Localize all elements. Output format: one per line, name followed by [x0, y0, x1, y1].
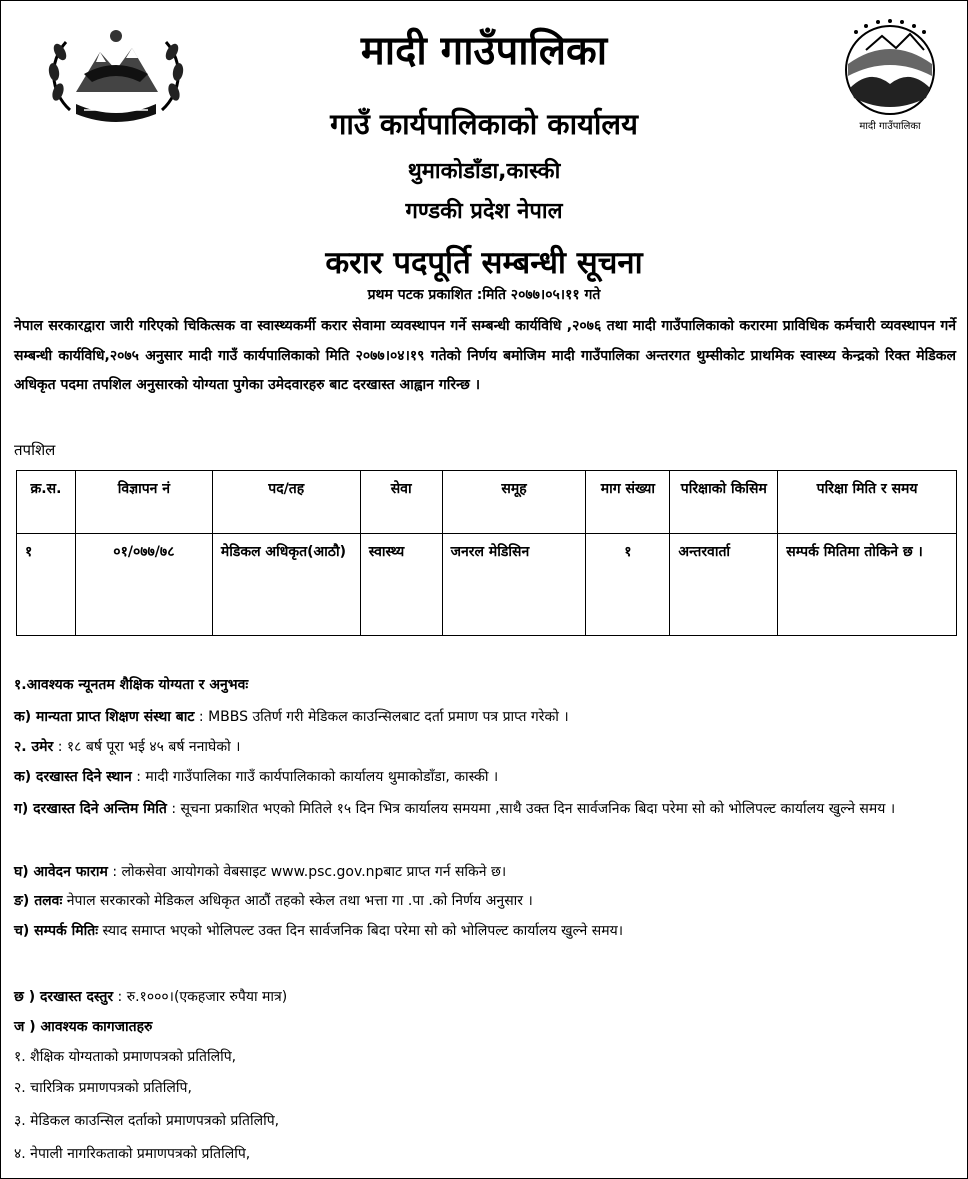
cell-demand: १ — [586, 534, 670, 636]
cell-serial: १ — [17, 534, 76, 636]
col-header-demand: माग संख्या — [586, 471, 670, 534]
municipality-title: मादी गाउँपालिका — [360, 28, 608, 74]
intro-paragraph: नेपाल सरकारद्वारा जारी गरिएको चिकित्सक वा स्वास्थ्यकर्मी करार सेवामा व्यवस्थापन गर्ने सम्बन्धी कार्यविधि ,२०७६ तथा मादी गाउँपालिकाको करारमा प्राविधिक कर्मचारी व्यवस्थापन गर्ने सम्बन्धी कार्यविधि,२०७५ अनुसार मादी गाउँ कार्यपालिकाको मिति २०७७।०४।१९ गतेको निर्णय बमोजिम मादी गाउँपालिका अन्तरगत थुम्सीकोट प्राथमिक स्वास्थ्य केन्द्रको रिक्त मेडिकल अधिकृत पदमा तपशिल अनुसारको योग्यता पुगेका उमेदवारहरु बाट दरखास्त आह्वान गरिन्छ । — [14, 318, 956, 393]
table-row — [17, 534, 957, 636]
item-label: घ) आवेदन फाराम — [14, 864, 108, 880]
col-header-post: पद/तह — [212, 471, 360, 534]
item-text: : लोकसेवा आयोगको वेबसाइट www.psc.gov.npबाट प्राप्त गर्न सकिने छ। — [107, 864, 507, 880]
item-label: ङ) तलवः — [14, 893, 63, 909]
table-label: तपशिल — [14, 441, 56, 459]
col-header-serial: क्र.स. — [17, 471, 76, 534]
documents-heading: ज ) आवश्यक कागजातहरु — [14, 1019, 153, 1035]
item-label: क) मान्यता प्राप्त शिक्षण संस्था बाट — [14, 709, 195, 725]
publication-date: प्रथम पटक प्रकाशित :मिति २०७७।०५।११ गते — [367, 287, 601, 303]
cell-exam-type: अन्तरवार्ता — [670, 534, 778, 636]
cell-exam-date: सम्पर्क मितिमा तोकिने छ । — [778, 534, 957, 636]
item-label: ग) दरखास्त दिने अन्तिम मिति — [14, 801, 167, 817]
logo-caption: मादी गाउँपालिका — [859, 121, 921, 132]
item-label: २. उमेर — [14, 739, 54, 755]
vacancy-table — [16, 470, 957, 636]
document-item: ४. नेपाली नागरिकताको प्रमाणपत्रको प्रतिलिपि, — [14, 1146, 251, 1162]
section-item — [14, 982, 960, 1012]
item-text: : १८ बर्ष पूरा भई ४५ बर्ष ननाघेको । — [53, 739, 241, 755]
qualification-heading: १.आवश्यक न्यूनतम शैक्षिक योग्यता र अनुभवः — [14, 677, 249, 693]
item-label: क) दरखास्त दिने स्थान — [14, 769, 132, 785]
office-title: गाउँ कार्यपालिकाको कार्यालय — [330, 107, 638, 141]
section-item — [14, 916, 960, 946]
item-text: स्याद समाप्त भएको भोलिपल्ट उक्त दिन सार्वजनिक बिदा परेमा सो को भोलिपल्ट कार्यालय खुल्ने समय। — [98, 923, 624, 939]
cell-post: मेडिकल अधिकृत(आठौ) — [212, 534, 360, 636]
document-item: ३. मेडिकल काउन्सिल दर्ताको प्रमाणपत्रको प्रतिलिपि, — [14, 1113, 280, 1129]
notice-title: करार पदपूर्ति सम्बन्धी सूचना — [325, 245, 643, 281]
col-header-exam-date: परिक्षा मिति र समय — [778, 471, 957, 534]
document-item: २. चारित्रिक प्रमाणपत्रको प्रतिलिपि, — [14, 1080, 192, 1096]
section-item — [14, 857, 960, 887]
item-text: : मादी गाउँपालिका गाउँ कार्यपालिकाको कार्यालय थुमाकोडाँडा, कास्की । — [131, 769, 499, 785]
table-header-row — [17, 471, 957, 534]
cell-ad-number: ०१/०७७/७८ — [75, 534, 212, 636]
office-address: थुमाकोडाँडा,कास्की — [407, 159, 561, 184]
item-text: नेपाल सरकारको मेडिकल अधिकृत आठौं तहको स्केल तथा भत्ता गा .पा .को निर्णय अनुसार । — [62, 893, 533, 909]
item-text: : रु.१०००।(एकहजार रुपैया मात्र) — [113, 989, 288, 1005]
col-header-service: सेवा — [360, 471, 442, 534]
section-item — [14, 732, 960, 762]
item-text: : सूचना प्रकाशित भएको मितिले १५ दिन भित्र कार्यालय समयमा ,साथै उक्त दिन सार्वजनिक बिदा परेमा सो को भोलिपल्ट कार्यालय खुल्ने समय । — [166, 801, 896, 817]
document-item: १. शैक्षिक योग्यताको प्रमाणपत्रको प्रतिलिपि, — [14, 1049, 237, 1065]
section-item — [14, 762, 960, 792]
section-item — [14, 886, 960, 916]
item-label: च) सम्पर्क मितिः — [14, 923, 99, 939]
col-header-group: समूह — [442, 471, 586, 534]
item-text: : MBBS उतिर्ण गरी मेडिकल काउन्सिलबाट दर्ता प्रमाण पत्र प्राप्त गरेको । — [194, 709, 569, 725]
section-item — [14, 794, 960, 824]
section-item — [14, 702, 960, 732]
item-label: छ ) दरखास्त दस्तुर — [14, 989, 114, 1005]
cell-service: स्वास्थ्य — [360, 534, 442, 636]
province-name: गण्डकी प्रदेश नेपाल — [405, 199, 563, 224]
col-header-exam-type: परिक्षाको किसिम — [670, 471, 778, 534]
cell-group: जनरल मेडिसिन — [442, 534, 586, 636]
col-header-ad-number: विज्ञापन नं — [75, 471, 212, 534]
